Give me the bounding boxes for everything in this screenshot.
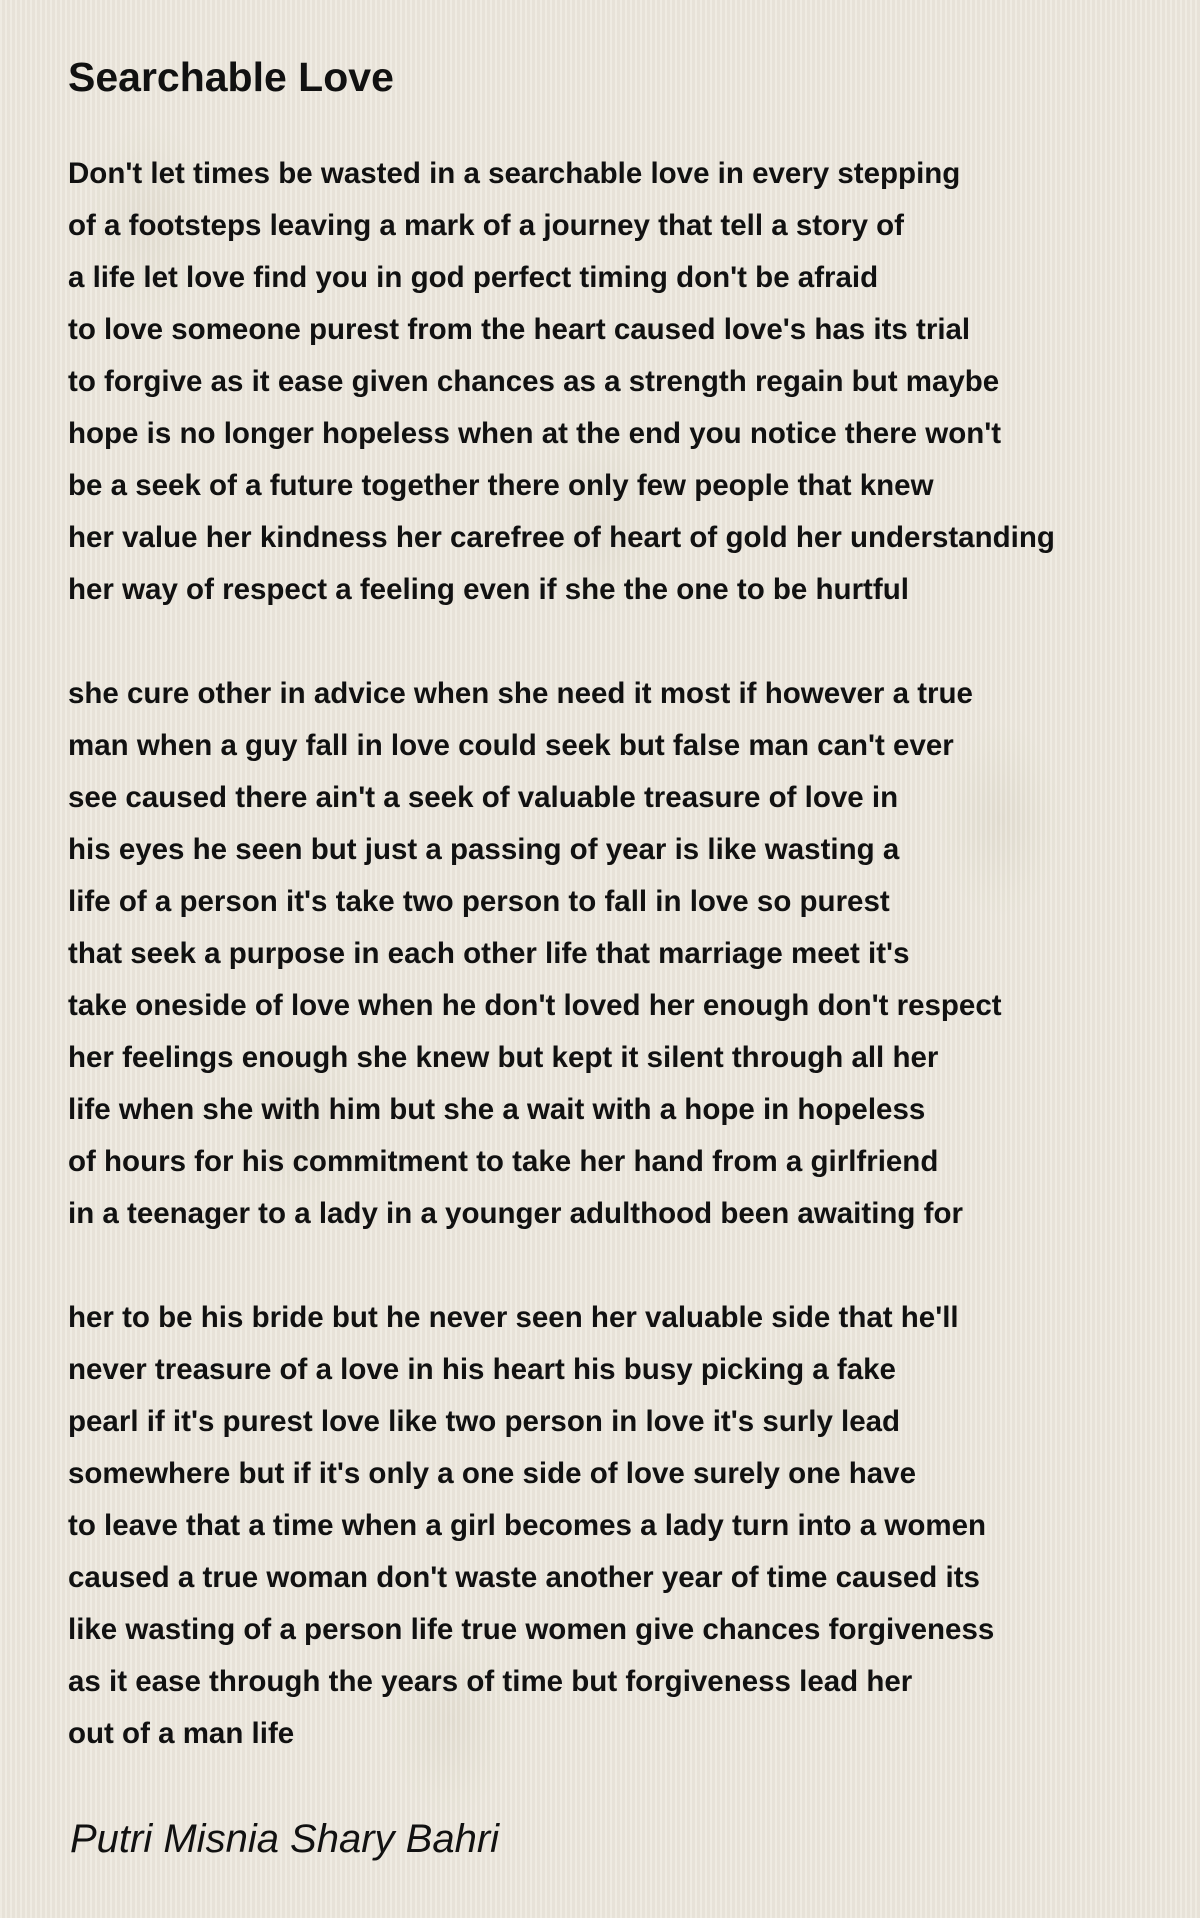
poem-line: never treasure of a love in his heart his busy picking a fake [68,1353,896,1386]
poem-line: that seek a purpose in each other life that marriage meet it's [68,937,910,970]
poem-line: life when she with him but she a wait with a hope in hopeless [68,1093,926,1126]
poem-line: to forgive as it ease given chances as a strength regain but maybe [68,365,1000,398]
poem-line: take oneside of love when he don't loved her enough don't respect [68,989,1002,1022]
poem-line: of a footsteps leaving a mark of a journey that tell a story of [68,209,905,242]
poem-line: life of a person it's take two person to fall in love so purest [68,885,890,918]
poem-line: to leave that a time when a girl becomes a lady turn into a women [68,1509,987,1542]
poem-author: Putri Misnia Shary Bahri [70,1817,500,1861]
poem-line: her way of respect a feeling even if she the one to be hurtful [68,573,909,606]
poem-line: to love someone purest from the heart caused love's has its trial [68,313,971,346]
poem-stanza [68,148,1055,616]
poem-line: somewhere but if it's only a one side of love surely one have [68,1457,916,1490]
poem-body [68,148,1055,1812]
poem-line: out of a man life [68,1717,295,1750]
poem-line: a life let love find you in god perfect timing don't be afraid [68,261,879,294]
poem-line: his eyes he seen but just a passing of year is like wasting a [68,833,900,866]
poem-line: hope is no longer hopeless when at the end you notice there won't [68,417,1002,450]
poem-line: her feelings enough she knew but kept it silent through all her [68,1041,939,1074]
poem-line: of hours for his commitment to take her hand from a girlfriend [68,1145,939,1178]
poem-line: caused a true woman don't waste another year of time caused its [68,1561,980,1594]
poem-line: be a seek of a future together there only few people that knew [68,469,934,502]
poem-stanza [68,1292,1055,1760]
poem-line: her value her kindness her carefree of heart of gold her understanding [68,521,1055,554]
poem-title: Searchable Love [68,54,394,100]
poem-line: Don't let times be wasted in a searchable love in every stepping [68,157,961,190]
poem-line: pearl if it's purest love like two person in love it's surly lead [68,1405,901,1438]
poem-line: man when a guy fall in love could seek but false man can't ever [68,729,954,762]
poem-line: she cure other in advice when she need it most if however a true [68,677,973,710]
poem-line: her to be his bride but he never seen her valuable side that he'll [68,1301,959,1334]
poem-line: as it ease through the years of time but forgiveness lead her [68,1665,913,1698]
poem-line: in a teenager to a lady in a younger adulthood been awaiting for [68,1197,963,1230]
poem-stanza [68,668,1055,1240]
poem-line: see caused there ain't a seek of valuable treasure of love in [68,781,899,814]
poem-line: like wasting of a person life true women give chances forgiveness [68,1613,995,1646]
